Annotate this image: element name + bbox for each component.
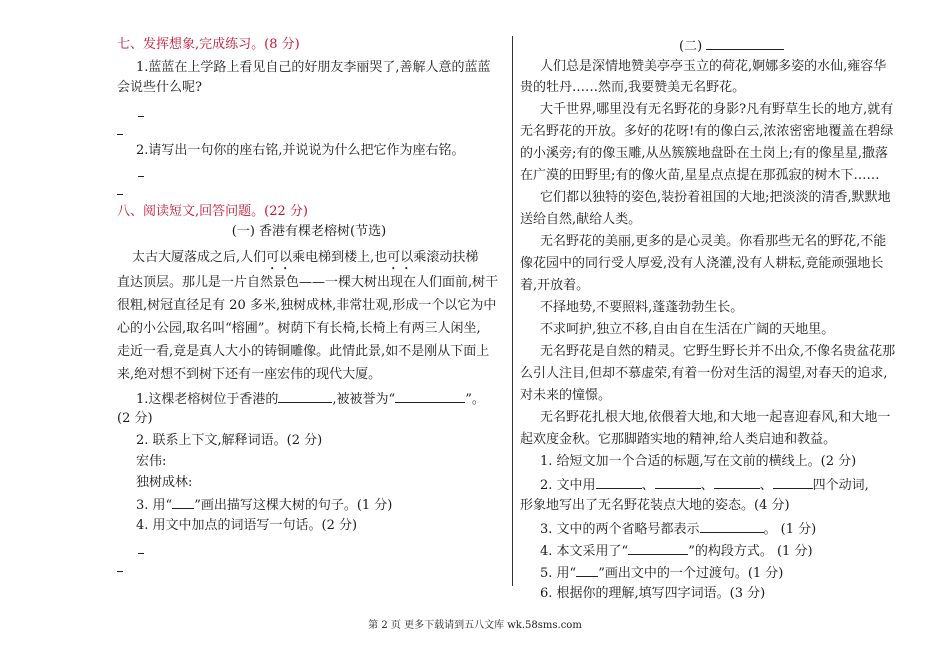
question-1-2: 2. 联系上下文,解释词语。(2 分)	[136, 433, 323, 448]
dotted-word: 可以	[387, 250, 414, 265]
question-7-1-line1: 1.蓝蓝在上学路上看见自己的好朋友李丽哭了,善解人意的蓝蓝	[136, 60, 491, 75]
question-2-2: 2. 文中用 、 、 、 四个动词,	[540, 478, 869, 493]
passage-1-line-6: 来,绝对想不到树下还有一座宏伟的现代大厦。	[117, 367, 382, 382]
passage-1-line-5: 走近一看,竟是真人大小的铸铜雕像。此情此景,如不是刚从下面上	[117, 344, 490, 359]
blank-line[interactable]	[172, 496, 194, 509]
section-8-heading: 八、阅读短文,回答问题。(22 分)	[117, 204, 308, 219]
blank-line[interactable]	[773, 476, 813, 489]
blank-line[interactable]	[655, 476, 701, 489]
question-1-1: 1.这棵老榕树位于香港的 ,被被誉为“ ”。	[136, 392, 485, 407]
passage-2-line-14: 无名野花是自然的精灵。它野生野长并不出众,不像名贵盆花那	[540, 344, 896, 359]
question-2-1: 1. 给短文加一个合适的标题,写在文前的横线上。(2 分)	[540, 454, 857, 469]
passage-2-line-1: 人们总是深情地赞美亭亭玉立的荷花,婀娜多姿的水仙,雍容华	[540, 59, 887, 74]
passage-1-line-3: 很粗,树冠直径足有 20 多米,独树成林,非常壮观,形成一个以它为中	[117, 298, 497, 313]
answer-line[interactable]	[117, 134, 123, 135]
passage-2-line-6: 在广漠的田野里;有的像火苗,星星点点提在那孤寂的树木下……	[520, 168, 880, 183]
passage-2-line-18: 起欢度金秋。它那脚踏实地的精神,给人类启迪和教益。	[520, 432, 837, 447]
answer-line[interactable]	[138, 116, 144, 117]
passage-1-title: (一) 香港有棵老榕树(节选)	[231, 224, 387, 239]
title-blank[interactable]	[706, 37, 784, 50]
question-2-5: 5. 用“ ”画出文中的一个过渡句。(1 分)	[540, 566, 784, 581]
question-7-1-line2: 会说些什么呢?	[117, 80, 202, 95]
passage-2-line-7: 它们都以独特的姿色,装扮着祖国的大地;把淡淡的清香,默默地	[540, 190, 891, 205]
passage-2-line-5: 的小溪旁;有的像玉雕,从丛簇簇地盘卧在土岗上;有的像星星,撒落	[520, 146, 889, 161]
question-2-6: 6. 根据你的理解,填写四字词语。(3 分)	[540, 586, 766, 601]
question-7-2: 2.请写出一句你的座右铭,并说说为什么把它作为座右铭。	[136, 143, 465, 158]
blank-line[interactable]	[700, 520, 764, 533]
passage-2-line-16: 对未来的憧憬。	[520, 388, 612, 403]
blank-line[interactable]	[395, 390, 465, 403]
blank-line[interactable]	[596, 476, 642, 489]
answer-line[interactable]	[138, 553, 144, 554]
question-2-4: 4. 本文采用了“ ”的构段方式。 (1 分)	[540, 544, 813, 559]
passage-1-line-4: 心的小公园,取名叫“榕圃”。树荫下有长椅,长椅上有两三人闲坐,	[117, 321, 481, 336]
passage-2-line-15: 么引人注目,但却不慕虚荣,有着一份对生活的渴望,对春天的追求,	[520, 366, 888, 381]
passage-2-line-11: 着,开放着。	[520, 278, 590, 293]
passage-2-line-17: 无名野花扎根大地,依偎着大地,和大地一起喜迎春风,和大地一	[540, 410, 891, 425]
blank-line[interactable]	[278, 390, 332, 403]
question-2-2-line2: 形象地写出了无名野花装点大地的姿态。(4 分)	[520, 498, 790, 513]
blank-line[interactable]	[628, 542, 688, 555]
passage-2-line-2: 贵的牡丹……然而,我要赞美无名野花。	[520, 80, 746, 95]
passage-2-title-line: (二)	[679, 37, 784, 55]
question-1-1-score: (2 分)	[117, 411, 153, 426]
passage-2-line-4: 无名野花的开放。多好的花呀!有的像白云,浓浓密密地覆盖在碧绿	[520, 124, 894, 139]
passage-2-line-8: 送给自然,献给人类。	[520, 212, 642, 227]
passage-2-line-9: 无名野花的美丽,更多的是心灵美。你看那些无名的野花,不能	[540, 234, 887, 249]
dotted-word: 可以	[266, 250, 293, 265]
column-divider	[512, 36, 513, 586]
answer-line[interactable]	[117, 194, 123, 195]
answer-line[interactable]	[117, 571, 123, 572]
question-1-4: 4. 用文中加点的词语写一句话。(2 分)	[136, 518, 358, 533]
answer-line[interactable]	[138, 176, 144, 177]
question-1-3: 3. 用“ ”画出描写这棵大树的句子。(1 分)	[136, 498, 393, 513]
passage-2-line-3: 大千世界,哪里没有无名野花的身影?凡有野草生长的地方,就有	[540, 102, 894, 117]
passage-2-line-10: 像花园中的同行受人厚爱,没有人浇灌,没有人耕耘,竟能顽强地长	[520, 256, 884, 271]
word-hongwei: 宏伟:	[136, 454, 167, 469]
section-7-heading: 七、发挥想象,完成练习。(8 分)	[117, 37, 300, 52]
blank-line[interactable]	[714, 476, 760, 489]
passage-1-line-1: 太古大厦落成之后,人们可以乘电梯到楼上,也可以乘滚动扶梯	[132, 250, 479, 265]
blank-line[interactable]	[576, 564, 598, 577]
question-2-3: 3. 文中的两个省略号都表示 。 (1 分)	[540, 522, 817, 537]
page-footer: 第 2 页 更多下载请到五八文库 wk.58sms.com	[368, 620, 582, 631]
word-dushuchenglin: 独树成林:	[136, 475, 193, 490]
passage-2-line-12: 不择地势,不要照料,蓬蓬勃勃生长。	[540, 300, 744, 315]
passage-2-line-13: 不求呵护,独立不移,自由自在生活在广阔的天地里。	[540, 322, 835, 337]
passage-1-line-2: 直达顶层。那儿是一片自然景色——一棵大树出现在人们面前,树干	[117, 275, 499, 290]
